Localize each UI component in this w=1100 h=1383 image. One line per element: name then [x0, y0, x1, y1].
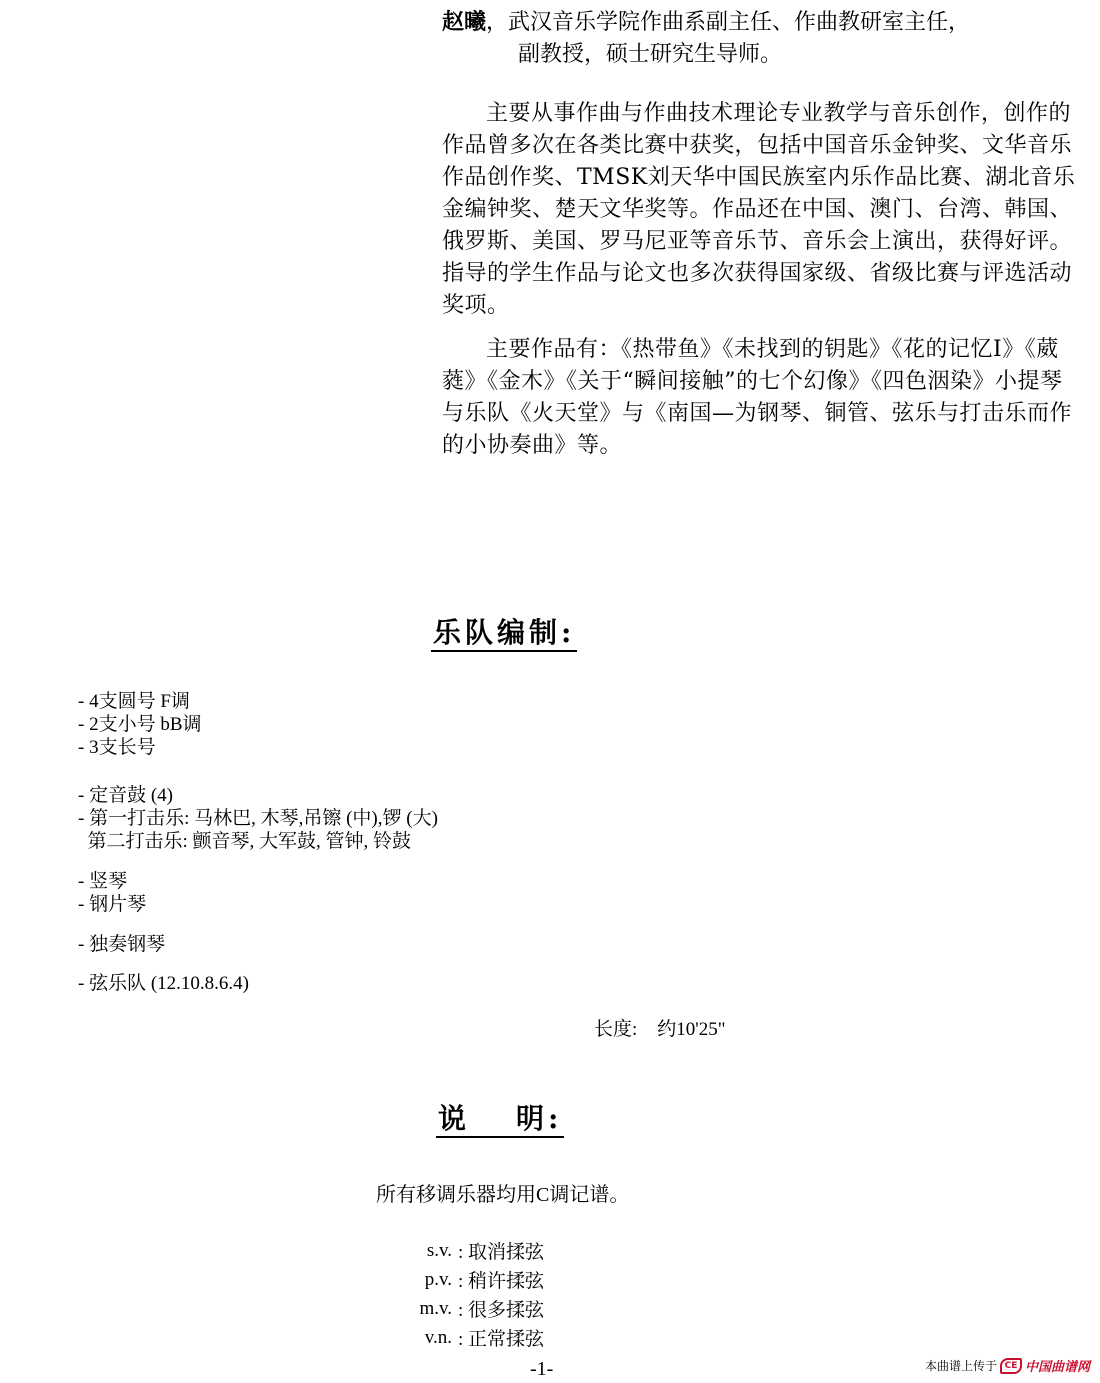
- instrument-group-harp-celesta: [78, 870, 146, 916]
- instrument-item: - 2支小号 bB调: [78, 714, 202, 735]
- notes-heading: [436, 1102, 564, 1138]
- instrument-item: - 第一打击乐: 马林巴, 木琴,吊镲 (中),锣 (大): [78, 808, 438, 829]
- bio-header: [442, 6, 1082, 71]
- site-logo-icon: CE: [1000, 1358, 1022, 1374]
- term-abbr: p.v.: [424, 1268, 452, 1290]
- instrument-item: - 弦乐队 (12.10.8.6.4): [78, 973, 249, 994]
- upload-watermark: [925, 1356, 1090, 1375]
- term-meaning: : 稍许揉弦: [458, 1271, 545, 1292]
- bio-paragraph-text: 主要作品有：《热带鱼》《未找到的钥匙》《花的记忆Ⅰ》《葳蕤》《金木》《关于“瞬间接触”的七个幻像》《四色洇染》小提琴与乐队《火天堂》与《南国—为钢琴、铜管、弦乐与打击乐而作的小协奏曲》等。: [442, 337, 1073, 458]
- instrument-group-piano: [78, 933, 165, 956]
- instrument-item: 第二打击乐: 颤音琴, 大军鼓, 管钟, 铃鼓: [78, 831, 412, 852]
- term-abbr: s.v.: [426, 1239, 452, 1261]
- duration-value: 约10'25": [657, 1019, 726, 1040]
- instrument-item: - 3支长号: [78, 737, 156, 758]
- term-abbr: v.n.: [424, 1326, 452, 1348]
- notes-heading-part2: 明:: [516, 1102, 563, 1135]
- upload-text: 本曲谱上传于: [924, 1359, 997, 1373]
- bio-paragraph-achievements: [442, 98, 1082, 322]
- term-row: [380, 1294, 544, 1323]
- orchestration-heading: 乐队编制:: [431, 616, 577, 652]
- term-row: [380, 1323, 544, 1352]
- site-name: 中国曲谱网: [1024, 1360, 1090, 1375]
- transposition-note: 所有移调乐器均用C调记谱。: [376, 1184, 630, 1206]
- instrument-item: - 独奏钢琴: [78, 934, 166, 955]
- duration: [594, 1014, 725, 1041]
- instrument-item: - 钢片琴: [78, 894, 147, 915]
- composer-title-line1: ，武汉音乐学院作曲系副主任、作曲教研室主任，: [486, 10, 971, 35]
- instrument-item: - 竖琴: [78, 871, 128, 892]
- instrument-group-strings: [78, 972, 249, 995]
- duration-label: 长度:: [594, 1019, 638, 1040]
- instrument-item: - 4支圆号 F调: [78, 691, 190, 712]
- bio-paragraph-text: 主要从事作曲与作曲技术理论专业教学与音乐创作，创作的作品曾多次在各类比赛中获奖，包括中国音乐金钟奖、文华音乐作品创作奖、TMSK刘天华中国民族室内乐作品比赛、湖北音乐金编钟奖、楚天文华奖等。作品还在中国、澳门、台湾、韩国、俄罗斯、美国、罗马尼亚等音乐节、音乐会上演出，获得好评。指导的学生作品与论文也多次获得国家级、省级比赛与评选活动奖项。: [442, 101, 1076, 318]
- composer-title-line2: 副教授，硕士研究生导师。: [518, 42, 783, 67]
- instrument-group-percussion: [78, 784, 438, 853]
- notes-heading-part1: 说: [438, 1102, 471, 1135]
- term-meaning: : 正常揉弦: [458, 1329, 545, 1350]
- term-row: [380, 1265, 544, 1294]
- term-meaning: : 取消揉弦: [458, 1242, 545, 1263]
- page-number: -1-: [530, 1358, 554, 1380]
- term-abbr: m.v.: [419, 1297, 452, 1319]
- vibrato-terms-list: [380, 1236, 544, 1352]
- term-row: [380, 1236, 544, 1265]
- instrument-item: - 定音鼓 (4): [78, 785, 173, 806]
- composer-name: 赵曦: [442, 9, 487, 35]
- bio-paragraph-works: [442, 334, 1082, 462]
- instrument-group-brass: [78, 690, 202, 759]
- term-meaning: : 很多揉弦: [458, 1300, 545, 1321]
